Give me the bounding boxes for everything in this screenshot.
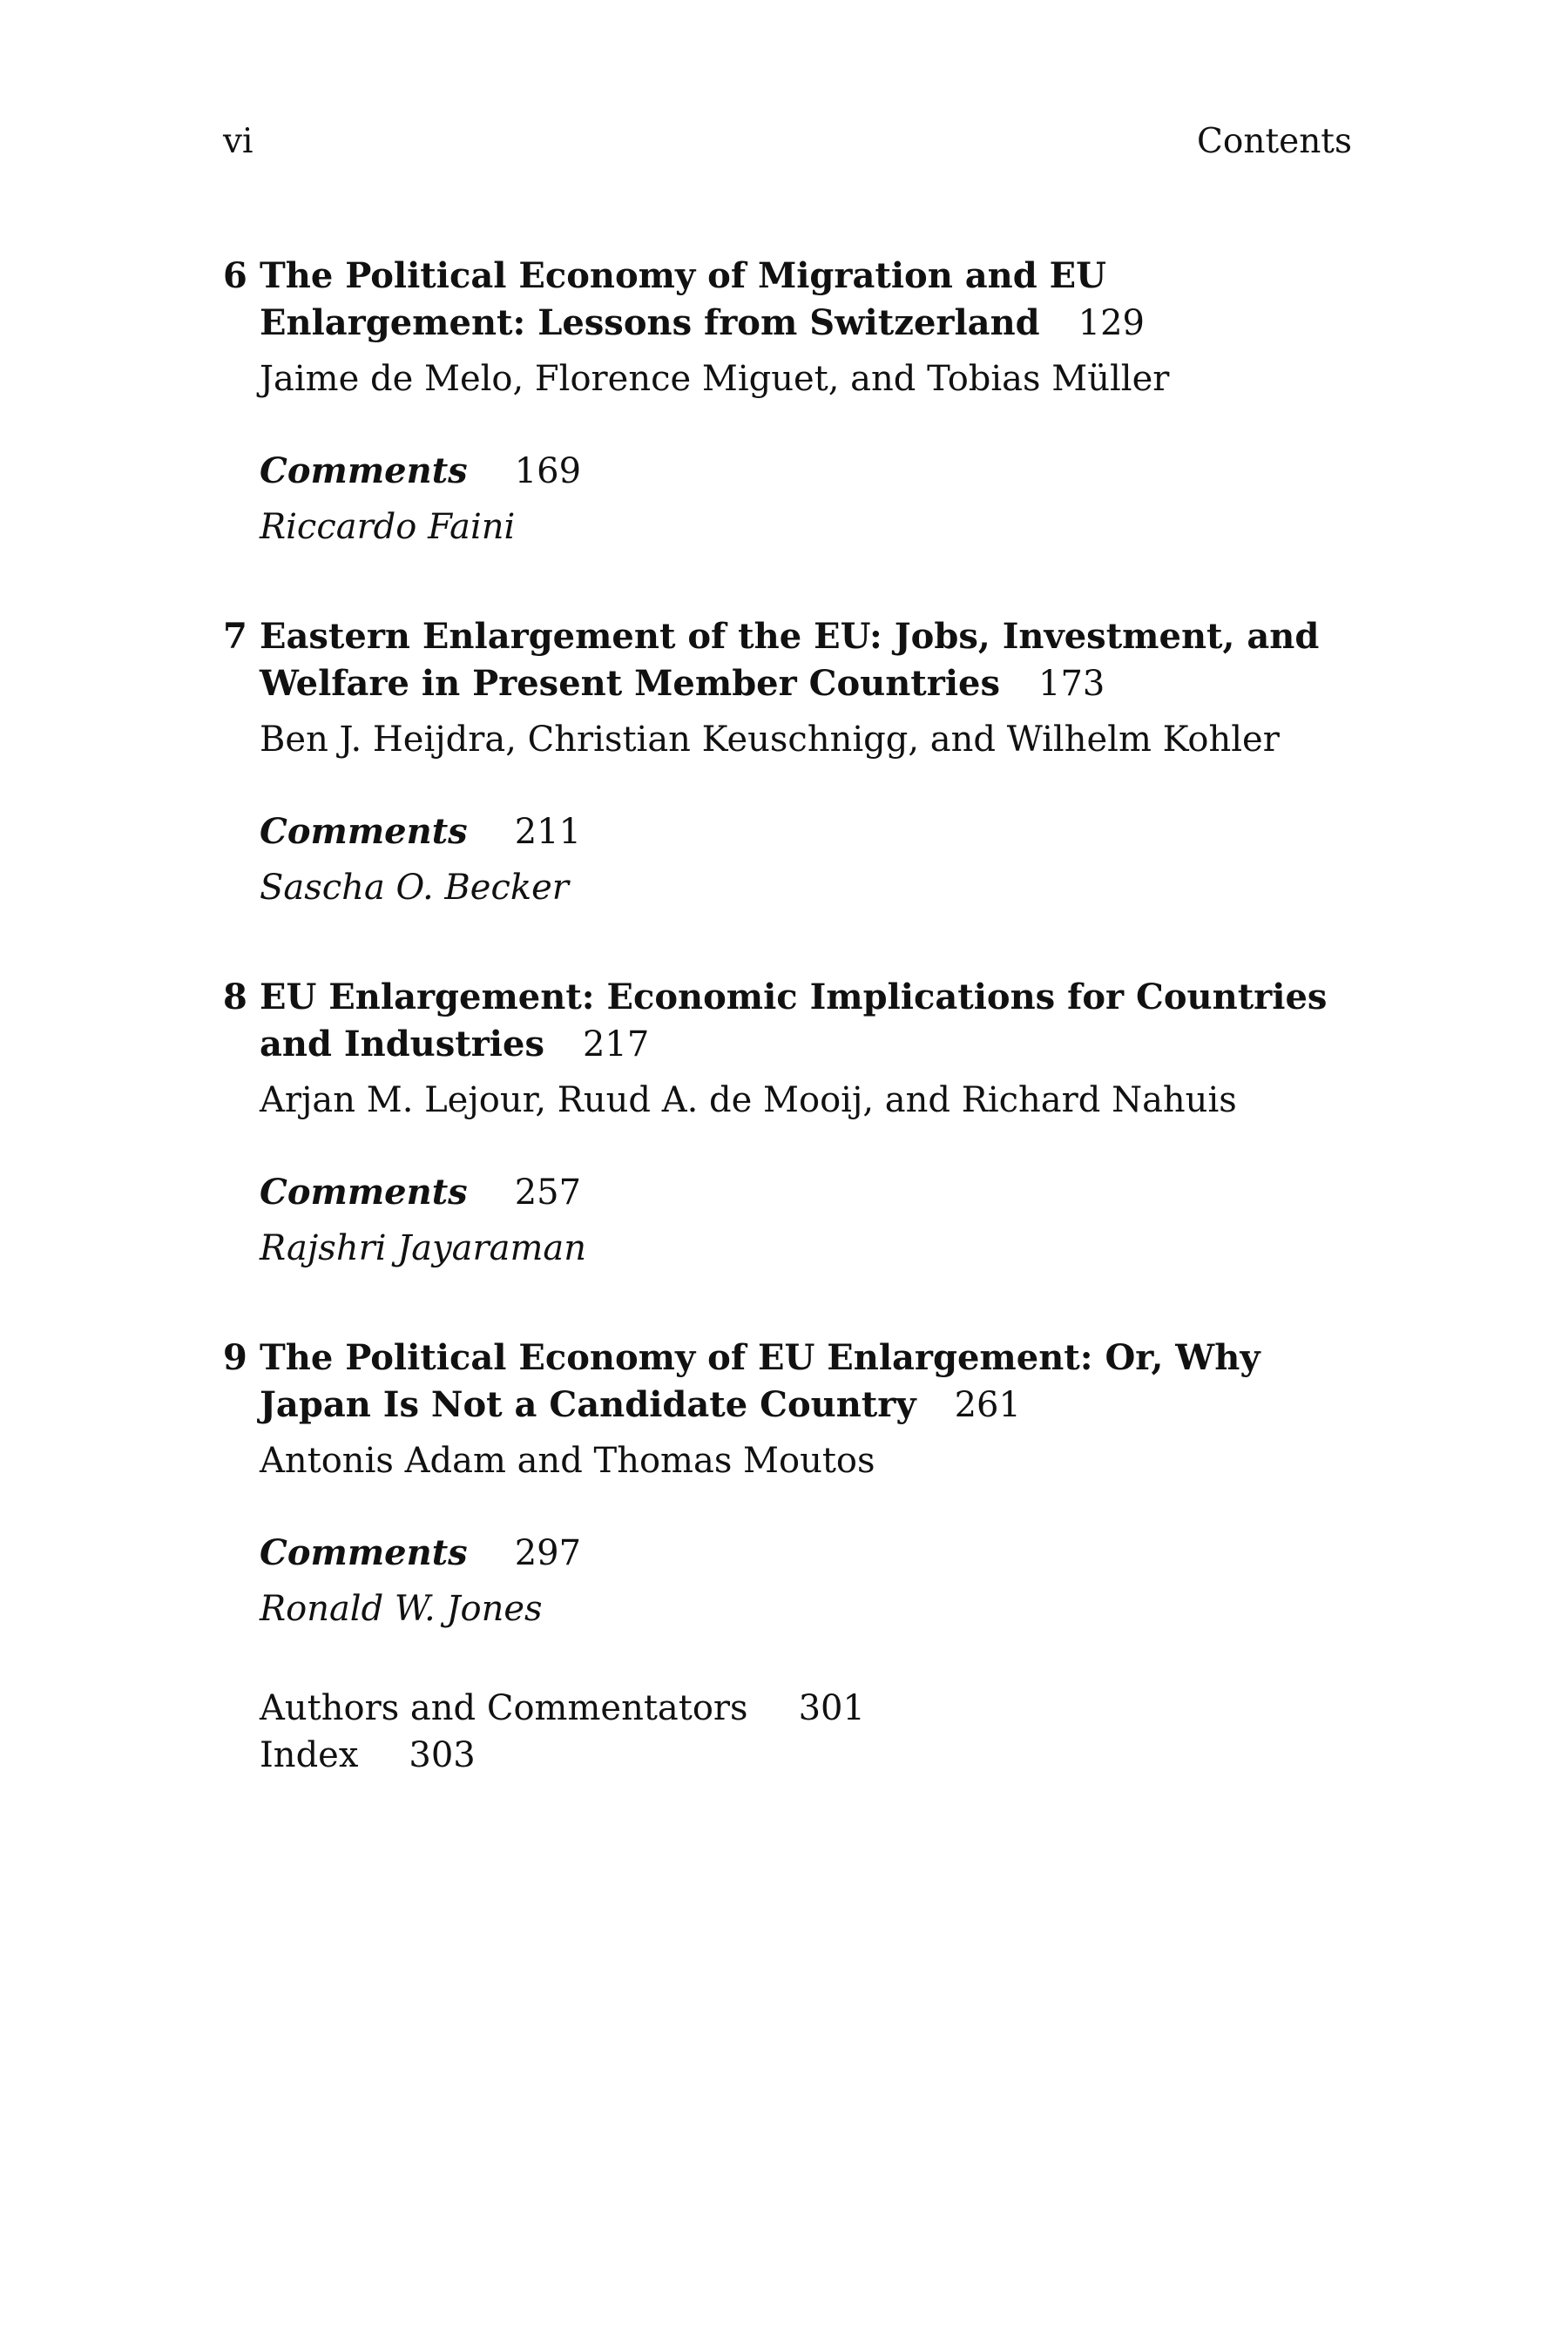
comments-label: Comments bbox=[260, 1532, 468, 1573]
table-of-contents bbox=[223, 253, 1355, 1779]
commenter-name: Riccardo Faini bbox=[260, 507, 516, 547]
comments-page-number: 297 bbox=[514, 1533, 582, 1573]
comments-label: Comments bbox=[260, 450, 468, 491]
comments-line bbox=[260, 448, 1355, 495]
toc-entry-chapter-7 bbox=[223, 613, 1355, 911]
chapter-page-number: 129 bbox=[1078, 303, 1145, 343]
back-matter-label: Authors and Commentators bbox=[260, 1688, 748, 1728]
comments-page-number: 169 bbox=[514, 451, 582, 491]
back-matter-label: Index bbox=[260, 1735, 359, 1775]
chapter-title-line bbox=[260, 613, 1355, 707]
comments-line bbox=[260, 808, 1355, 855]
running-head-title: Contents bbox=[1197, 122, 1352, 161]
toc-entry-chapter-8 bbox=[223, 974, 1355, 1272]
running-head bbox=[0, 122, 1568, 166]
chapter-title-line bbox=[260, 974, 1355, 1068]
back-matter-index bbox=[260, 1732, 1355, 1779]
back-matter-page-number: 303 bbox=[409, 1735, 476, 1775]
chapter-authors: Jaime de Melo, Florence Miguet, and Tobias Müller bbox=[260, 359, 1170, 399]
toc-entry-chapter-6 bbox=[223, 253, 1355, 551]
back-matter bbox=[260, 1685, 1355, 1779]
back-matter-authors-commentators bbox=[260, 1685, 1355, 1732]
chapter-number: 8 bbox=[223, 977, 247, 1017]
chapter-title: Eastern Enlargement of the EU: Jobs, Investment, and Welfare in Present Member Countries bbox=[260, 616, 1320, 704]
comments-label: Comments bbox=[260, 811, 468, 852]
chapter-number: 6 bbox=[223, 255, 247, 296]
chapter-number: 7 bbox=[223, 616, 247, 657]
chapter-number: 9 bbox=[223, 1337, 247, 1378]
chapter-heading bbox=[223, 974, 1355, 1068]
chapter-title: EU Enlargement: Economic Implications for Countries and Industries bbox=[260, 977, 1328, 1064]
commenter-name: Ronald W. Jones bbox=[260, 1589, 543, 1629]
chapter-page-number: 173 bbox=[1038, 664, 1105, 704]
comments-line bbox=[260, 1169, 1355, 1216]
chapter-page-number: 217 bbox=[582, 1024, 650, 1064]
comments-block bbox=[260, 1530, 1355, 1632]
comments-page-number: 257 bbox=[514, 1173, 582, 1213]
chapter-authors: Antonis Adam and Thomas Moutos bbox=[260, 1441, 875, 1481]
comments-block bbox=[260, 808, 1355, 911]
chapter-heading bbox=[223, 253, 1355, 347]
chapter-heading bbox=[223, 1335, 1355, 1429]
comments-label: Comments bbox=[260, 1172, 468, 1213]
chapter-page-number: 261 bbox=[954, 1385, 1021, 1425]
comments-block bbox=[260, 1169, 1355, 1272]
chapter-authors: Ben J. Heijdra, Christian Keuschnigg, and Wilhelm Kohler bbox=[260, 720, 1280, 760]
chapter-title-line bbox=[260, 1335, 1355, 1429]
page-folio: vi bbox=[223, 122, 253, 161]
back-matter-page-number: 301 bbox=[798, 1688, 865, 1728]
toc-entry-chapter-9 bbox=[223, 1335, 1355, 1632]
chapter-title: The Political Economy of Migration and EU Enlargement: Lessons from Switzerland bbox=[260, 255, 1107, 343]
chapter-heading bbox=[223, 613, 1355, 707]
commenter-name: Rajshri Jayaraman bbox=[260, 1228, 587, 1268]
chapter-authors: Arjan M. Lejour, Ruud A. de Mooij, and Richard Nahuis bbox=[260, 1080, 1237, 1120]
chapter-title-line bbox=[260, 253, 1355, 347]
comments-line bbox=[260, 1530, 1355, 1577]
comments-page-number: 211 bbox=[514, 812, 582, 852]
commenter-name: Sascha O. Becker bbox=[260, 868, 569, 908]
comments-block bbox=[260, 448, 1355, 551]
chapter-title: The Political Economy of EU Enlargement: Or, Why Japan Is Not a Candidate Country bbox=[260, 1337, 1260, 1425]
